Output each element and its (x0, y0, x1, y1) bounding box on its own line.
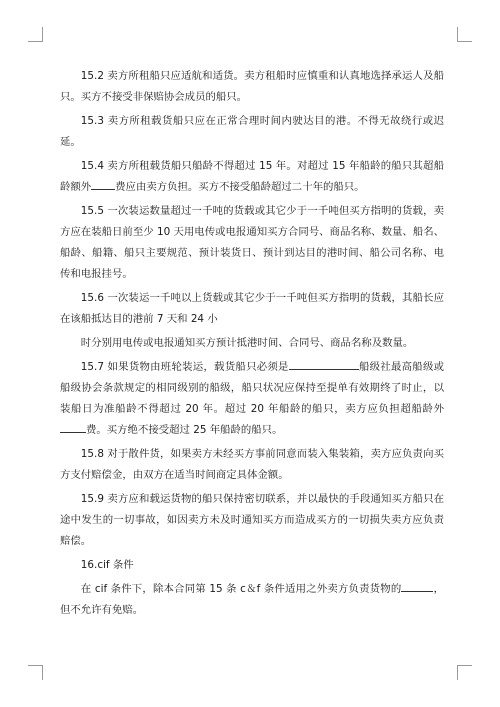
crop-mark-top-right (457, 27, 472, 42)
paragraph-15-9: 15.9 卖方应和载运货物的船只保持密切联系，并以最快的手段通知买方船只在途中发生的一切事故，如因卖方未及时通知买方而造成买方的一切损失卖方应负责赔偿。 (60, 493, 444, 547)
fill-blank[interactable] (401, 579, 433, 592)
fill-blank[interactable] (91, 177, 115, 190)
section-heading-16: 16.cif 条件 (80, 559, 134, 571)
crop-mark-bottom-left (28, 665, 43, 680)
paragraph-15-5: 15.5 一次装运数量超过一千吨的货载或其它少于一千吨但买方指明的货载，卖方应在装船日前至少 10 天用电传或电报通知买方合同号、商品名称、数量、船名、船龄、船籍、船只主要规范、预计装货日、预计到达目的港时间、船公司名称、电传和电报挂号。 (60, 205, 444, 280)
paragraph-15-7: 15.7 如果货物由班轮装运，载货船只必须是 船级社最高船级或船级协会条款规定的相同级别的船级，船只状况应保持至提单有效期终了时止，以装船日为准船龄不得超过 20 年。超过 20 年船龄的船只，卖方应负担超船龄外费。买方绝不接受超过 25 年船龄的船只。 (60, 357, 444, 441)
paragraph-15-6-continued: 时分别用电传或电报通知买方预计抵港时间、合同号、商品名称及数量。 (80, 337, 414, 349)
paragraph-15-6: 15.6 一次装运一千吨以上货载或其它少于一千吨但买方指明的货载，其船长应在该船抵达目的港前 7 天和 24 小 (60, 292, 444, 325)
fill-blank[interactable] (289, 357, 359, 370)
crop-mark-top-left (28, 27, 43, 42)
paragraph-15-3: 15.3 卖方所租载货船只应在正常合理时间内驶达目的港。不得无故绕行或迟延。 (60, 115, 444, 148)
paragraph-16: 在 cif 条件下，除本合同第 15 条 c＆f 条件适用之外卖方负责货物的 ，但不允许有免赔。 (60, 579, 444, 621)
paragraph-15-2: 15.2 卖方所租船只应适航和适货。卖方租船时应慎重和认真地选择承运人及船只。买方不接受非保赔协会成员的船只。 (60, 70, 444, 103)
fill-blank[interactable] (60, 420, 86, 433)
document-body (60, 66, 444, 624)
crop-mark-bottom-right (457, 665, 472, 680)
paragraph-15-8: 15.8 对于散件货，如果卖方未经买方事前同意而装入集装箱，卖方应负责向买方支付赔偿金，由双方在适当时间商定具体金额。 (60, 448, 444, 481)
paragraph-15-4: 15.4 卖方所租载货船只船龄不得超过 15 年。对超过 15 年船龄的船只其超船龄额外 费应由卖方负担。买方不接受船龄超过二十年的船只。 (60, 160, 444, 193)
